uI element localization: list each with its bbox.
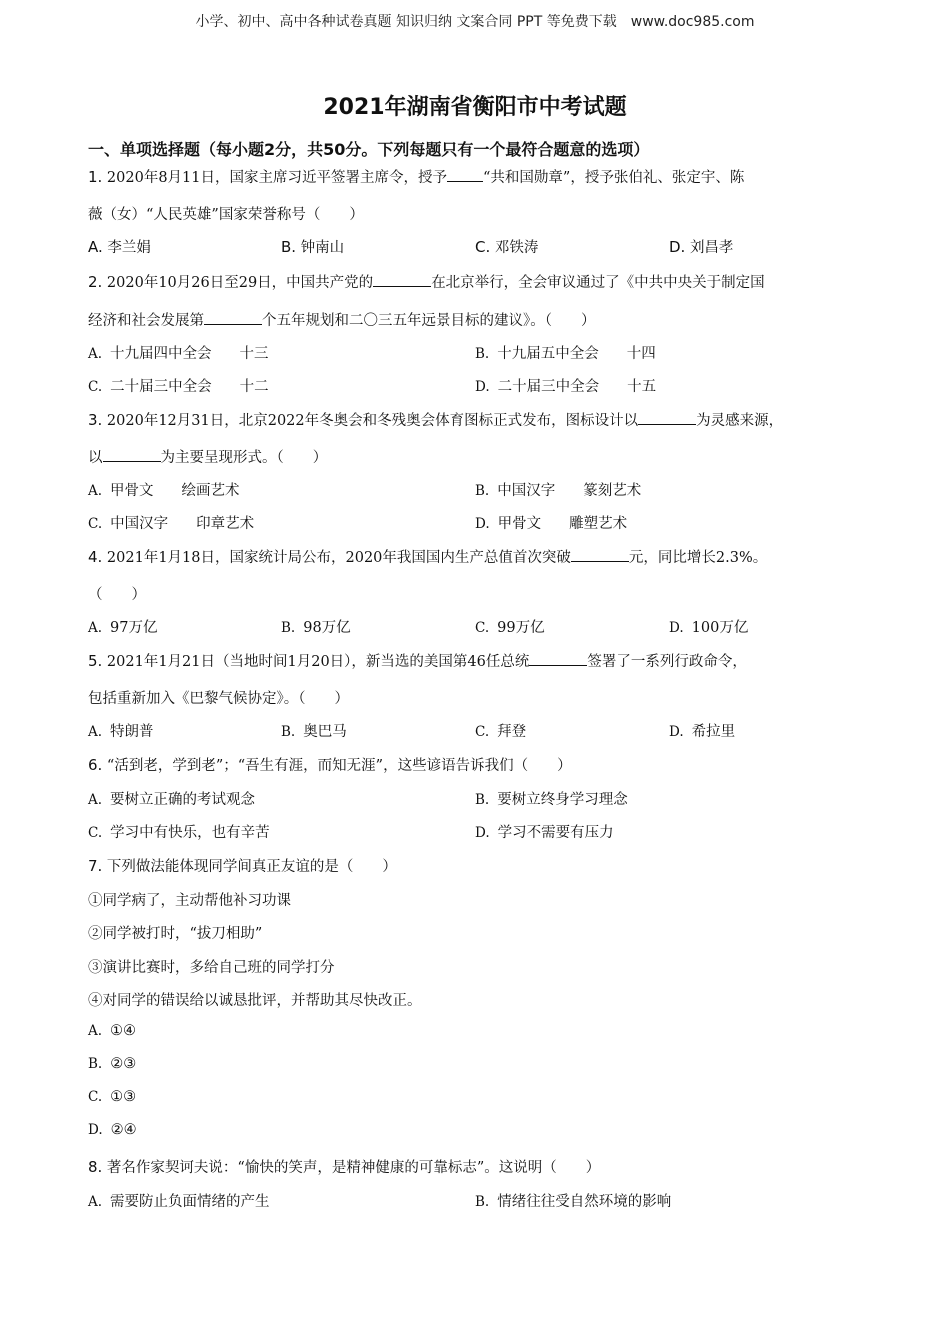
option-text: 97万亿 (110, 620, 158, 636)
option-d[interactable] (475, 512, 627, 533)
option-text: 十九届五中全会 (497, 346, 599, 362)
option-text-2: 绘画艺术 (181, 483, 240, 499)
option-text: 二十届三中全会 (110, 379, 212, 395)
option-text: 需要防止负面情绪的产生 (110, 1194, 270, 1210)
option-text: 刘昌孝 (689, 240, 734, 256)
answer-blank (638, 410, 696, 425)
question-text: 签署了一系列行政命令， (587, 654, 747, 670)
question-3-line-1 (88, 409, 783, 430)
exam-title: 2021年湖南省衡阳市中考试题 (323, 95, 627, 120)
question-2-line-1 (88, 271, 765, 292)
question-4-line-1 (88, 546, 767, 567)
option-c[interactable] (475, 720, 526, 741)
option-a[interactable] (88, 342, 269, 363)
question-text: 为主要呈现形式。（ ） (160, 450, 328, 466)
option-letter: C. (475, 620, 490, 636)
answer-blank (447, 167, 483, 182)
option-text-2: 十三 (239, 346, 269, 362)
question-number: 8. (88, 1158, 103, 1176)
option-letter: B. (281, 238, 297, 256)
option-a[interactable] (88, 236, 151, 257)
option-text: 甲骨文 (497, 516, 542, 532)
question-text: 2020年8月11日，国家主席习近平签署主席令，授予 (106, 170, 447, 186)
question-number: 3. (88, 411, 103, 429)
question-text: 下列做法能体现同学间真正友谊的是（ ） (106, 859, 397, 875)
option-text: 甲骨文 (110, 483, 154, 499)
question-1-line-1 (88, 166, 744, 187)
option-text: ②④ (110, 1122, 137, 1138)
option-b[interactable] (475, 342, 656, 363)
question-number: 2. (88, 273, 103, 291)
option-letter: A. (88, 238, 103, 256)
option-text: ①③ (110, 1089, 137, 1105)
option-letter: D. (475, 379, 490, 395)
option-text: 99万亿 (497, 620, 545, 636)
option-letter: A. (88, 346, 103, 362)
option-d[interactable] (669, 720, 735, 741)
option-c[interactable] (475, 236, 538, 257)
question-text: 以 (88, 450, 103, 466)
question-1-line-2: 薇（女）“人民英雄”国家荣誉称号（ ） (88, 207, 364, 223)
option-letter: B. (281, 620, 296, 636)
option-a[interactable] (88, 1023, 136, 1039)
option-letter: A. (88, 724, 103, 740)
option-c[interactable] (475, 616, 545, 637)
option-text: ②③ (110, 1056, 137, 1072)
option-letter: A. (88, 620, 103, 636)
question-text: 2020年12月31日，北京2022年冬奥会和冬残奥会体育图标正式发布，图标设计以 (106, 413, 639, 429)
question-text: 经济和社会发展第 (88, 313, 204, 329)
option-letter: B. (281, 724, 296, 740)
option-d[interactable] (669, 616, 748, 637)
question-text: 元，同比增长2.3%。 (628, 550, 768, 566)
option-text: 98万亿 (303, 620, 351, 636)
option-a[interactable] (88, 1190, 270, 1211)
question-5-line-2: 包括重新加入《巴黎气候协定》。（ ） (88, 691, 349, 707)
option-text: 要树立正确的考试观念 (110, 792, 256, 808)
question-8-line-1 (88, 1156, 600, 1177)
option-letter: A. (88, 1023, 103, 1039)
option-letter: D. (669, 238, 686, 256)
option-text: 100万亿 (691, 620, 749, 636)
answer-blank (204, 310, 262, 325)
option-b[interactable] (281, 720, 347, 741)
option-letter: D. (669, 724, 684, 740)
option-text: 中国汉字 (497, 483, 556, 499)
option-letter: D. (475, 825, 490, 841)
option-text: ①④ (110, 1023, 137, 1039)
question-text: 为灵感来源， (696, 413, 784, 429)
question-text: “活到老，学到老”；“吾生有涯，而知无涯”，这些谚语告诉我们（ ） (106, 758, 572, 774)
question-5-line-1 (88, 650, 747, 671)
option-letter: A. (88, 1194, 103, 1210)
answer-blank (373, 272, 431, 287)
option-b[interactable] (281, 236, 344, 257)
option-letter: B. (475, 1194, 490, 1210)
question-number: 7. (88, 857, 103, 875)
option-text-2: 十二 (239, 379, 269, 395)
statement-item: ④对同学的错误给以诚恳批评，并帮助其尽快改正。 (88, 993, 422, 1009)
question-number: 5. (88, 652, 103, 670)
option-letter: C. (88, 379, 103, 395)
option-text-2: 篆刻艺术 (583, 483, 642, 499)
option-d[interactable] (669, 236, 733, 257)
statement-item: ②同学被打时，“拔刀相助” (88, 926, 263, 942)
option-letter: B. (475, 346, 490, 362)
question-text: 著名作家契诃夫说：“愉快的笑声，是精神健康的可靠标志”。这说明（ ） (106, 1160, 601, 1176)
option-text-2: 十五 (627, 379, 657, 395)
option-letter: D. (669, 620, 684, 636)
option-letter: B. (475, 792, 490, 808)
header-site[interactable]: www.doc985.com (630, 14, 755, 30)
question-4-line-2: （ ） (88, 587, 146, 603)
option-letter: C. (88, 516, 103, 532)
option-a[interactable] (88, 788, 255, 809)
option-a[interactable] (88, 720, 154, 741)
option-letter: A. (88, 792, 103, 808)
option-text: 邓铁涛 (494, 240, 539, 256)
option-text-2: 印章艺术 (196, 516, 255, 532)
question-text: 2020年10月26日至29日，中国共产党的 (106, 275, 374, 291)
question-text: 2021年1月21日（当地时间1月20日），新当选的美国第46任总统 (106, 654, 530, 670)
option-text-2: 十四 (626, 346, 656, 362)
question-number: 4. (88, 548, 103, 566)
option-letter: D. (88, 1122, 103, 1138)
question-2-line-2 (88, 309, 596, 330)
option-letter: C. (88, 1089, 103, 1105)
option-c[interactable] (88, 1089, 136, 1105)
question-3-line-2 (88, 446, 327, 467)
option-text: 学习中有快乐，也有辛苦 (110, 825, 270, 841)
option-text: 钟南山 (300, 240, 345, 256)
option-d[interactable] (475, 375, 656, 396)
question-number: 6. (88, 756, 103, 774)
option-text: 学习不需要有压力 (497, 825, 614, 841)
statement-item: ③演讲比赛时，多给自己班的同学打分 (88, 960, 335, 976)
option-letter: A. (88, 483, 103, 499)
section-heading: 一、单项选择题（每小题2分，共50分。下列每题只有一个最符合题意的选项） (88, 140, 650, 159)
option-b[interactable] (475, 1190, 671, 1211)
option-letter: C. (475, 238, 491, 256)
option-c[interactable] (88, 512, 254, 533)
answer-blank (571, 547, 629, 562)
question-number: 1. (88, 168, 103, 186)
option-b[interactable] (281, 616, 351, 637)
option-letter: D. (475, 516, 490, 532)
option-text-2: 雕塑艺术 (569, 516, 628, 532)
statement-item: ①同学病了，主动帮他补习功课 (88, 893, 291, 909)
option-text: 中国汉字 (110, 516, 169, 532)
answer-blank (103, 447, 161, 462)
question-text: 2021年1月18日，国家统计局公布，2020年我国国内生产总值首次突破 (106, 550, 571, 566)
option-text: 十九届四中全会 (110, 346, 212, 362)
option-text: 拜登 (497, 724, 527, 740)
answer-blank (529, 651, 587, 666)
question-6-line-1 (88, 754, 572, 775)
option-b[interactable] (88, 1056, 136, 1072)
option-letter: C. (88, 825, 103, 841)
option-text: 要树立终身学习理念 (497, 792, 628, 808)
page-header (0, 11, 950, 31)
option-c[interactable] (88, 821, 270, 842)
option-text: 特朗普 (110, 724, 154, 740)
option-text: 希拉里 (691, 724, 736, 740)
option-d[interactable] (88, 1122, 137, 1138)
option-b[interactable] (475, 788, 628, 809)
question-text: 个五年规划和二〇三五年远景目标的建议》。（ ） (262, 313, 596, 329)
option-letter: B. (475, 483, 490, 499)
header-text: 小学、初中、高中各种试卷真题 知识归纳 文案合同 PPT 等免费下载 (195, 14, 617, 30)
option-b[interactable] (475, 479, 641, 500)
option-text: 李兰娟 (107, 240, 151, 256)
option-text: 奥巴马 (303, 724, 347, 740)
option-text: 二十届三中全会 (497, 379, 600, 395)
option-a[interactable] (88, 616, 158, 637)
question-7-line-1 (88, 855, 397, 876)
question-text: 在北京举行，全会审议通过了《中共中央关于制定国 (431, 275, 765, 291)
option-d[interactable] (475, 821, 614, 842)
option-letter: C. (475, 724, 490, 740)
option-letter: B. (88, 1056, 103, 1072)
option-a[interactable] (88, 479, 240, 500)
question-text: “共和国勋章”，授予张伯礼、张定宇、陈 (483, 170, 745, 186)
option-text: 情绪往往受自然环境的影响 (497, 1194, 672, 1210)
option-c[interactable] (88, 375, 269, 396)
